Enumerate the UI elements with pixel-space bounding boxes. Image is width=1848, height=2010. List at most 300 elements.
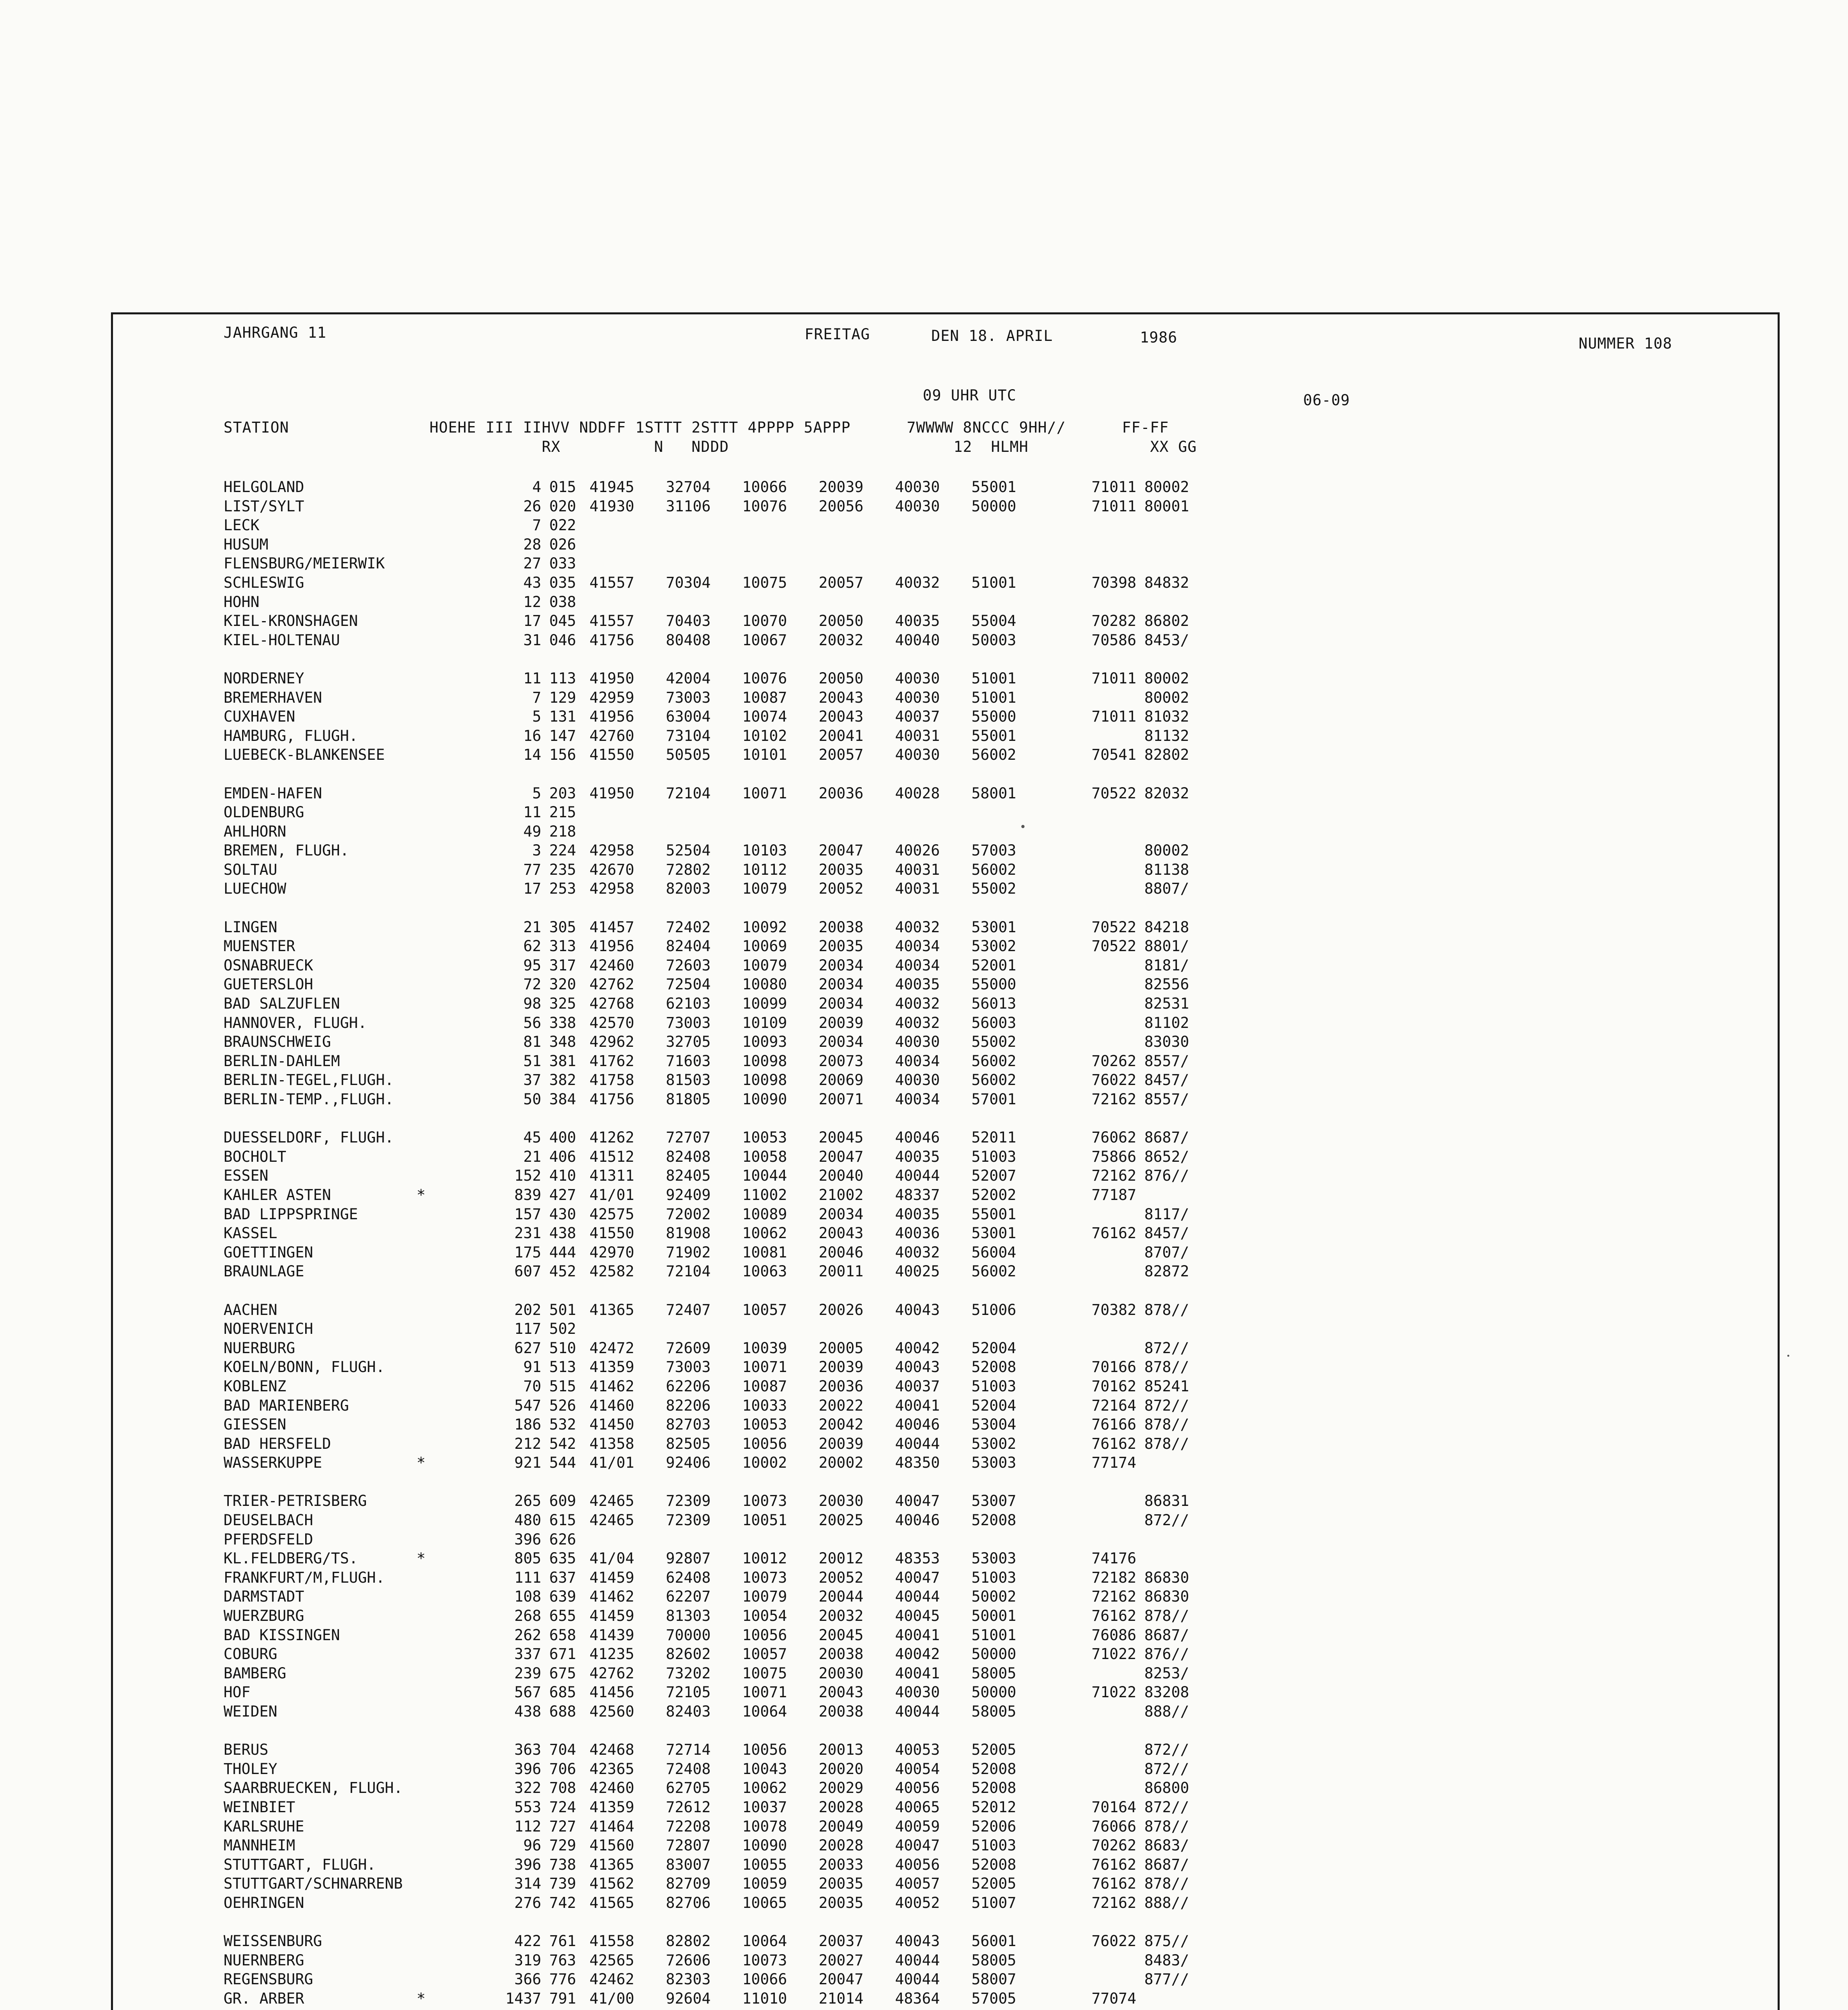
station-id: 501 <box>549 1301 576 1319</box>
synop-group: 51003 <box>971 1569 1016 1586</box>
cloud-group: 8457/ <box>1144 1224 1189 1242</box>
weather-group: 71011 <box>1091 478 1136 496</box>
synop-group: 41262 <box>589 1129 634 1147</box>
synop-group: 81303 <box>666 1607 711 1625</box>
station-id: 776 <box>549 1971 576 1988</box>
synop-group: 20035 <box>819 1894 864 1912</box>
weather-group: 76162 <box>1091 1875 1136 1893</box>
station-id: 635 <box>549 1550 576 1567</box>
station-height: 805 <box>514 1550 541 1567</box>
weather-group: 71011 <box>1091 669 1136 687</box>
synop-group: 10079 <box>742 1588 787 1606</box>
station-id: 427 <box>549 1186 576 1204</box>
station-id: 430 <box>549 1205 576 1223</box>
cloud-group: 876// <box>1144 1167 1189 1185</box>
synop-group: 82706 <box>666 1894 711 1912</box>
synop-group: 92406 <box>666 1454 711 1472</box>
synop-group: 82405 <box>666 1167 711 1185</box>
synop-group: 52002 <box>971 1186 1016 1204</box>
station-height: 11 <box>523 804 541 821</box>
station-id: 035 <box>549 574 576 591</box>
synop-group: 48353 <box>895 1550 940 1567</box>
station-name: NUERBURG <box>224 1339 296 1357</box>
station-name: BRAUNLAGE <box>224 1263 304 1280</box>
synop-group: 41512 <box>589 1148 634 1165</box>
station-height: 27 <box>523 555 541 572</box>
synop-group: 55002 <box>971 1033 1016 1051</box>
synop-group: 20049 <box>819 1817 864 1835</box>
station-id: 410 <box>549 1167 576 1185</box>
station-id: 544 <box>549 1454 576 1472</box>
station-name: BERLIN-TEGEL,FLUGH. <box>224 1071 394 1089</box>
synop-group: 40028 <box>895 784 940 802</box>
station-name: STUTTGART, FLUGH. <box>224 1856 376 1873</box>
synop-group: 20026 <box>819 1301 864 1319</box>
synop-group: 53002 <box>971 1435 1016 1452</box>
weather-group: 70398 <box>1091 574 1136 591</box>
station-height: 37 <box>523 1071 541 1089</box>
synop-group: 20037 <box>819 1932 864 1950</box>
synop-group: 72408 <box>666 1760 711 1778</box>
cloud-group: 81032 <box>1144 708 1189 726</box>
weather-group: 72164 <box>1091 1397 1136 1414</box>
station-id: 338 <box>549 1014 576 1032</box>
synop-group: 41365 <box>589 1301 634 1319</box>
synop-group: 72707 <box>666 1129 711 1147</box>
synop-group: 40034 <box>895 937 940 955</box>
synop-group: 20046 <box>819 1243 864 1261</box>
synop-group: 41457 <box>589 918 634 936</box>
synop-group: 72606 <box>666 1951 711 1969</box>
synop-group: 40032 <box>895 995 940 1013</box>
station-name: BAD SALZUFLEN <box>224 995 340 1013</box>
station-height: 70 <box>523 1377 541 1395</box>
station-height: 17 <box>523 880 541 898</box>
synop-group: 52008 <box>971 1856 1016 1873</box>
synop-group: 72609 <box>666 1339 711 1357</box>
synop-group: 41459 <box>589 1569 634 1586</box>
synop-group: 42958 <box>589 842 634 859</box>
station-name: BAD MARIENBERG <box>224 1397 349 1414</box>
station-id: 724 <box>549 1798 576 1816</box>
synop-group: 51007 <box>971 1894 1016 1912</box>
synop-group: 51001 <box>971 1626 1016 1644</box>
station-height: 366 <box>514 1971 541 1988</box>
synop-group: 50002 <box>971 1588 1016 1606</box>
range-label: 06-09 <box>1303 392 1350 409</box>
synop-group: 92807 <box>666 1550 711 1567</box>
synop-group: 10103 <box>742 842 787 859</box>
synop-group: 40037 <box>895 708 940 726</box>
synop-group: 42768 <box>589 995 634 1013</box>
station-height: 43 <box>523 574 541 591</box>
synop-group: 20036 <box>819 784 864 802</box>
synop-group: 20034 <box>819 956 864 974</box>
synop-group: 51003 <box>971 1377 1016 1395</box>
station-name: AHLHORN <box>224 822 286 840</box>
synop-group: 40054 <box>895 1760 940 1778</box>
synop-group: 10080 <box>742 976 787 993</box>
synop-group: 20039 <box>819 478 864 496</box>
station-id: 738 <box>549 1856 576 1873</box>
cloud-group: 82872 <box>1144 1263 1189 1280</box>
station-height: 175 <box>514 1243 541 1261</box>
station-id: 742 <box>549 1894 576 1912</box>
date-label: DEN 18. APRIL <box>931 327 1053 345</box>
weather-group: 70164 <box>1091 1798 1136 1816</box>
synop-group: 40030 <box>895 669 940 687</box>
station-id: 317 <box>549 956 576 974</box>
station-height: 7 <box>532 689 541 706</box>
synop-group: 20047 <box>819 1148 864 1165</box>
synop-group: 20047 <box>819 842 864 859</box>
synop-group: 53001 <box>971 1224 1016 1242</box>
synop-group: 10056 <box>742 1741 787 1759</box>
synop-group: 42565 <box>589 1951 634 1969</box>
synop-group: 41/04 <box>589 1550 634 1567</box>
synop-group: 41758 <box>589 1071 634 1089</box>
station-height: 3 <box>532 842 541 859</box>
weather-group: 72162 <box>1091 1894 1136 1912</box>
synop-group: 42958 <box>589 880 634 898</box>
synop-group: 40030 <box>895 1033 940 1051</box>
station-name: EMDEN-HAFEN <box>224 784 322 802</box>
station-id: 020 <box>549 497 576 515</box>
weather-group: 70162 <box>1091 1377 1136 1395</box>
synop-group: 82404 <box>666 937 711 955</box>
synop-group: 40044 <box>895 1951 940 1969</box>
station-name: GOETTINGEN <box>224 1243 313 1261</box>
synop-group: 20030 <box>819 1492 864 1510</box>
synop-group: 20022 <box>819 1397 864 1414</box>
cloud-group: 84218 <box>1144 918 1189 936</box>
synop-group: 56002 <box>971 1263 1016 1280</box>
station-height: 31 <box>523 631 541 649</box>
synop-group: 52012 <box>971 1798 1016 1816</box>
station-id: 235 <box>549 861 576 878</box>
synop-group: 72603 <box>666 956 711 974</box>
weather-group: 70382 <box>1091 1301 1136 1319</box>
station-id: 704 <box>549 1741 576 1759</box>
synop-group: 40034 <box>895 1052 940 1070</box>
station-height: 98 <box>523 995 541 1013</box>
station-id: 706 <box>549 1760 576 1778</box>
synop-group: 10079 <box>742 956 787 974</box>
synop-group: 41235 <box>589 1645 634 1663</box>
synop-group: 41562 <box>589 1875 634 1893</box>
cloud-group: 8801/ <box>1144 937 1189 955</box>
synop-group: 11002 <box>742 1186 787 1204</box>
cloud-group: 8687/ <box>1144 1129 1189 1147</box>
synop-group: 20039 <box>819 1358 864 1376</box>
synop-group: 52504 <box>666 842 711 859</box>
station-id: 382 <box>549 1071 576 1089</box>
station-name: BREMERHAVEN <box>224 689 322 706</box>
synop-group: 41/01 <box>589 1454 634 1472</box>
cloud-group: 8683/ <box>1144 1837 1189 1854</box>
station-id: 026 <box>549 535 576 553</box>
synop-group: 10059 <box>742 1875 787 1893</box>
synop-group: 20045 <box>819 1626 864 1644</box>
scan-speck <box>1787 1355 1789 1357</box>
station-height: 117 <box>514 1320 541 1338</box>
weather-group: 77174 <box>1091 1454 1136 1472</box>
synop-group: 55004 <box>971 612 1016 630</box>
synop-group: 20033 <box>819 1856 864 1873</box>
synop-group: 10066 <box>742 478 787 496</box>
synop-group: 20057 <box>819 746 864 764</box>
synop-group: 57005 <box>971 1989 1016 2007</box>
station-id: 532 <box>549 1416 576 1434</box>
synop-group: 81908 <box>666 1224 711 1242</box>
station-name: LIST/SYLT <box>224 497 304 515</box>
synop-group: 10071 <box>742 784 787 802</box>
station-height: 157 <box>514 1205 541 1223</box>
synop-group: 48337 <box>895 1186 940 1204</box>
station-height: 921 <box>514 1454 541 1472</box>
station-height: 5 <box>532 708 541 726</box>
synop-group: 40044 <box>895 1971 940 1988</box>
synop-group: 40034 <box>895 1091 940 1108</box>
synop-group: 10062 <box>742 1224 787 1242</box>
synop-group: 56002 <box>971 1071 1016 1089</box>
synop-group: 71603 <box>666 1052 711 1070</box>
synop-group: 10012 <box>742 1550 787 1567</box>
station-height: 14 <box>523 746 541 764</box>
station-id: 655 <box>549 1607 576 1625</box>
station-height: 607 <box>514 1263 541 1280</box>
synop-group: 10090 <box>742 1837 787 1854</box>
synop-group: 41558 <box>589 1932 634 1950</box>
synop-group: 51003 <box>971 1837 1016 1854</box>
synop-group: 41/00 <box>589 1989 634 2007</box>
synop-group: 40030 <box>895 689 940 706</box>
station-height: 17 <box>523 612 541 630</box>
time-label: 09 UHR UTC <box>923 387 1016 404</box>
synop-group: 40025 <box>895 1263 940 1280</box>
station-name: HANNOVER, FLUGH. <box>224 1014 367 1032</box>
synop-group: 40030 <box>895 746 940 764</box>
synop-group: 40047 <box>895 1837 940 1854</box>
synop-group: 20043 <box>819 689 864 706</box>
station-name: HELGOLAND <box>224 478 304 496</box>
synop-group: 40026 <box>895 842 940 859</box>
station-name: COBURG <box>224 1645 277 1663</box>
synop-group: 20041 <box>819 727 864 745</box>
station-height: 480 <box>514 1512 541 1529</box>
station-name: BERLIN-DAHLEM <box>224 1052 340 1070</box>
station-name: CUXHAVEN <box>224 708 296 726</box>
station-height: 231 <box>514 1224 541 1242</box>
synop-group: 50505 <box>666 746 711 764</box>
synop-group: 52008 <box>971 1512 1016 1529</box>
station-name: BAD HERSFELD <box>224 1435 331 1452</box>
station-id: 131 <box>549 708 576 726</box>
synop-group: 42468 <box>589 1741 634 1759</box>
cloud-group: 8181/ <box>1144 956 1189 974</box>
synop-group: 41365 <box>589 1856 634 1873</box>
station-id: 685 <box>549 1684 576 1701</box>
synop-group: 81503 <box>666 1071 711 1089</box>
synop-group: 10073 <box>742 1569 787 1586</box>
weather-group: 70166 <box>1091 1358 1136 1376</box>
synop-group: 40031 <box>895 880 940 898</box>
station-name: BAD LIPPSPRINGE <box>224 1205 358 1223</box>
station-id: 320 <box>549 976 576 993</box>
synop-group: 41930 <box>589 497 634 515</box>
station-name: DEUSELBACH <box>224 1512 313 1529</box>
station-id: 671 <box>549 1645 576 1663</box>
station-height: 322 <box>514 1779 541 1797</box>
station-id: 224 <box>549 842 576 859</box>
cloud-group: 872// <box>1144 1397 1189 1414</box>
synop-group: 20028 <box>819 1798 864 1816</box>
station-height: 268 <box>514 1607 541 1625</box>
station-id: 444 <box>549 1243 576 1261</box>
synop-group: 82303 <box>666 1971 711 1988</box>
synop-group: 72208 <box>666 1817 711 1835</box>
station-id: 542 <box>549 1435 576 1452</box>
cloud-group: 8483/ <box>1144 1951 1189 1969</box>
synop-group: 42462 <box>589 1971 634 1988</box>
synop-group: 41557 <box>589 612 634 630</box>
station-height: 314 <box>514 1875 541 1893</box>
synop-group: 50003 <box>971 631 1016 649</box>
synop-group: 20034 <box>819 1205 864 1223</box>
station-height: 50 <box>523 1091 541 1108</box>
synop-group: 40044 <box>895 1703 940 1720</box>
station-height: 5 <box>532 784 541 802</box>
weather-group: 76162 <box>1091 1435 1136 1452</box>
synop-group: 56002 <box>971 746 1016 764</box>
station-height: 21 <box>523 918 541 936</box>
synop-group: 58005 <box>971 1703 1016 1720</box>
synop-group: 10098 <box>742 1071 787 1089</box>
weather-group: 70262 <box>1091 1837 1136 1854</box>
station-id: 348 <box>549 1033 576 1051</box>
synop-group: 82003 <box>666 880 711 898</box>
synop-group: 40042 <box>895 1339 940 1357</box>
synop-group: 10073 <box>742 1951 787 1969</box>
cloud-group: 878// <box>1144 1301 1189 1319</box>
weather-group: 70522 <box>1091 918 1136 936</box>
synop-group: 41756 <box>589 631 634 649</box>
synop-group: 56004 <box>971 1243 1016 1261</box>
synop-group: 42670 <box>589 861 634 878</box>
station-height: 627 <box>514 1339 541 1357</box>
synop-group: 10069 <box>742 937 787 955</box>
synop-group: 40043 <box>895 1301 940 1319</box>
station-height: 422 <box>514 1932 541 1950</box>
station-height: 212 <box>514 1435 541 1452</box>
station-name: HOF <box>224 1684 251 1701</box>
synop-group: 41462 <box>589 1377 634 1395</box>
station-height: 1437 <box>505 1989 541 2007</box>
synop-group: 92409 <box>666 1186 711 1204</box>
weather-group: 77187 <box>1091 1186 1136 1204</box>
synop-group: 58007 <box>971 1971 1016 1988</box>
station-name: OSNABRUECK <box>224 956 313 974</box>
station-height: 265 <box>514 1492 541 1510</box>
station-height: 396 <box>514 1856 541 1873</box>
station-name: KOELN/BONN, FLUGH. <box>224 1358 385 1376</box>
synop-group: 72309 <box>666 1492 711 1510</box>
synop-group: 73104 <box>666 727 711 745</box>
station-height: 26 <box>523 497 541 515</box>
weather-group: 71011 <box>1091 708 1136 726</box>
synop-group: 51003 <box>971 1148 1016 1165</box>
cloud-group: 80002 <box>1144 478 1189 496</box>
synop-group: 40035 <box>895 976 940 993</box>
station-name: KOBLENZ <box>224 1377 286 1395</box>
station-name: NORDERNEY <box>224 669 304 687</box>
synop-group: 20028 <box>819 1837 864 1854</box>
station-name: BRAUNSCHWEIG <box>224 1033 331 1051</box>
synop-group: 10071 <box>742 1358 787 1376</box>
synop-group: 62206 <box>666 1377 711 1395</box>
synop-group: 55000 <box>971 708 1016 726</box>
synop-group: 40046 <box>895 1129 940 1147</box>
synop-group: 10081 <box>742 1243 787 1261</box>
synop-group: 40045 <box>895 1607 940 1625</box>
synop-group: 20036 <box>819 1377 864 1395</box>
synop-group: 42575 <box>589 1205 634 1223</box>
weather-group: 77074 <box>1091 1989 1136 2007</box>
synop-group: 72802 <box>666 861 711 878</box>
station-id: 688 <box>549 1703 576 1720</box>
synop-group: 41359 <box>589 1798 634 1816</box>
station-id: 253 <box>549 880 576 898</box>
synop-group: 20025 <box>819 1512 864 1529</box>
synop-group: 10076 <box>742 669 787 687</box>
station-id: 438 <box>549 1224 576 1242</box>
station-id: 626 <box>549 1530 576 1548</box>
synop-group: 40042 <box>895 1645 940 1663</box>
synop-group: 41950 <box>589 784 634 802</box>
synop-group: 20020 <box>819 1760 864 1778</box>
weather-group: 76086 <box>1091 1626 1136 1644</box>
synop-group: 40057 <box>895 1875 940 1893</box>
synop-group: 10099 <box>742 995 787 1013</box>
synop-group: 10092 <box>742 918 787 936</box>
station-name: BAD KISSINGEN <box>224 1626 340 1644</box>
station-id: 129 <box>549 689 576 706</box>
synop-group: 10093 <box>742 1033 787 1051</box>
synop-group: 52005 <box>971 1741 1016 1759</box>
cloud-group: 81102 <box>1144 1014 1189 1032</box>
station-name: MANNHEIM <box>224 1837 296 1854</box>
synop-group: 50000 <box>971 1684 1016 1701</box>
synop-group: 10065 <box>742 1894 787 1912</box>
synop-group: 56002 <box>971 861 1016 878</box>
synop-group: 62408 <box>666 1569 711 1586</box>
station-id: 406 <box>549 1148 576 1165</box>
synop-group: 40034 <box>895 956 940 974</box>
station-height: 319 <box>514 1951 541 1969</box>
cloud-group: 80002 <box>1144 689 1189 706</box>
station-name: WUERZBURG <box>224 1607 304 1625</box>
weather-group: 70541 <box>1091 746 1136 764</box>
synop-group: 20043 <box>819 1684 864 1701</box>
cloud-group: 82032 <box>1144 784 1189 802</box>
synop-group: 10076 <box>742 497 787 515</box>
station-height: 51 <box>523 1052 541 1070</box>
synop-group: 52006 <box>971 1817 1016 1835</box>
synop-group: 41460 <box>589 1397 634 1414</box>
cloud-group: 80001 <box>1144 497 1189 515</box>
cloud-group: 82556 <box>1144 976 1189 993</box>
cloud-group: 888// <box>1144 1703 1189 1720</box>
